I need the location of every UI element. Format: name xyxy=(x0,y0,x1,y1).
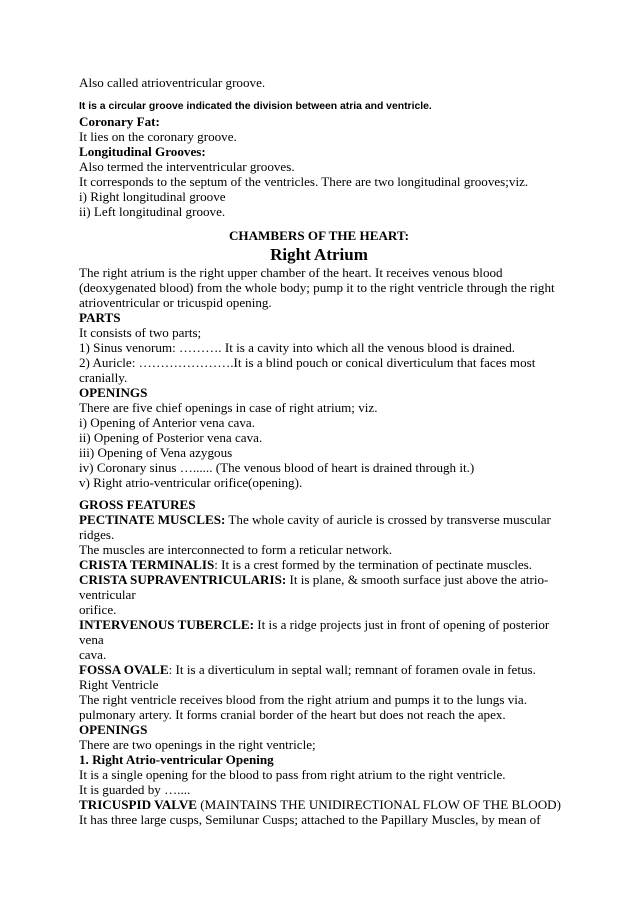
text-line xyxy=(79,617,549,632)
text-line: ii) Left longitudinal groove. xyxy=(79,204,226,219)
text-line: (deoxygenated blood) from the whole body; pump it to the right ventricle through the right xyxy=(79,280,555,295)
definition: It is plane, & smooth surface just above the atrio- xyxy=(286,572,549,587)
section-title: Right Atrium xyxy=(270,245,368,264)
text-line xyxy=(79,662,536,677)
definition: : It is a diverticulum in septal wall; remnant of foramen ovale in fetus. xyxy=(168,662,536,677)
text-line: The muscles are interconnected to form a reticular network. xyxy=(79,542,393,557)
text-line: cava. xyxy=(79,647,107,662)
text-line: 1) Sinus venorum: ………. It is a cavity into which all the venous blood is drained. xyxy=(79,340,516,355)
text-line: 2) Auricle: ………………….It is a blind pouch or conical diverticulum that faces most xyxy=(79,355,536,370)
text-line: Also called atrioventricular groove. xyxy=(79,75,266,90)
text-line: It consists of two parts; xyxy=(79,325,202,340)
text-line: cranially. xyxy=(79,370,128,385)
definition: It is a ridge projects just in front of opening of posterior xyxy=(254,617,550,632)
text-line: pulmonary artery. It forms cranial border of the heart but does not reach the apex. xyxy=(79,707,506,722)
heading: PARTS xyxy=(79,310,121,325)
definition: (MAINTAINS THE UNIDIRECTIONAL FLOW OF THE BLOOD) xyxy=(197,797,561,812)
text-line: orifice. xyxy=(79,602,117,617)
text-line xyxy=(79,797,561,812)
heading: 1. Right Atrio-ventricular Opening xyxy=(79,752,274,767)
text-line: It lies on the coronary groove. xyxy=(79,129,237,144)
heading: OPENINGS xyxy=(79,722,148,737)
term: PECTINATE MUSCLES: xyxy=(79,512,226,527)
term: CRISTA SUPRAVENTRICULARIS: xyxy=(79,572,287,587)
text-line: There are two openings in the right ventricle; xyxy=(79,737,316,752)
text-line: i) Opening of Anterior vena cava. xyxy=(79,415,255,430)
text-line: iv) Coronary sinus …...... (The venous blood of heart is drained through it.) xyxy=(79,460,475,475)
text-line xyxy=(79,512,551,527)
text-line: v) Right atrio-ventricular orifice(opening). xyxy=(79,475,303,490)
definition: : It is a crest formed by the termination of pectinate muscles. xyxy=(214,557,533,572)
section-heading: CHAMBERS OF THE HEART: xyxy=(228,228,410,243)
heading: GROSS FEATURES xyxy=(79,497,196,512)
text-line: vena xyxy=(79,632,104,647)
term: TRICUSPID VALVE xyxy=(79,797,198,812)
text-line: Right Ventricle xyxy=(79,677,159,692)
text-line: The right ventricle receives blood from the right atrium and pumps it to the lungs via. xyxy=(79,692,527,707)
text-line: ventricular xyxy=(79,587,136,602)
text-line: It is a circular groove indicated the division between atria and ventricle. xyxy=(79,101,432,112)
term: INTERVENOUS TUBERCLE: xyxy=(79,617,255,632)
text-line: It is guarded by ….... xyxy=(79,782,191,797)
definition: The whole cavity of auricle is crossed by transverse muscular xyxy=(225,512,551,527)
text-line: Also termed the interventricular grooves. xyxy=(79,159,295,174)
text-line: It has three large cusps, Semilunar Cusps; attached to the Papillary Muscles, by mean of xyxy=(79,812,541,827)
text-line xyxy=(79,572,548,587)
text-line: ii) Opening of Posterior vena cava. xyxy=(79,430,263,445)
text-line: i) Right longitudinal groove xyxy=(79,189,226,204)
text-line: atrioventricular or tricuspid opening. xyxy=(79,295,272,310)
text-line: iii) Opening of Vena azygous xyxy=(79,445,233,460)
term: CRISTA TERMINALIS xyxy=(79,557,215,572)
text-line: It corresponds to the septum of the ventricles. There are two longitudinal grooves;viz. xyxy=(79,174,529,189)
heading: Longitudinal Grooves: xyxy=(79,144,206,159)
term: FOSSA OVALE xyxy=(79,662,169,677)
heading: OPENINGS xyxy=(79,385,148,400)
text-line xyxy=(79,557,532,572)
heading: Coronary Fat: xyxy=(79,114,160,129)
text-line: It is a single opening for the blood to pass from right atrium to the right ventricle. xyxy=(79,767,506,782)
text-line: The right atrium is the right upper chamber of the heart. It receives venous blood xyxy=(79,265,503,280)
text-line: There are five chief openings in case of right atrium; viz. xyxy=(79,400,378,415)
text-line: ridges. xyxy=(79,527,115,542)
